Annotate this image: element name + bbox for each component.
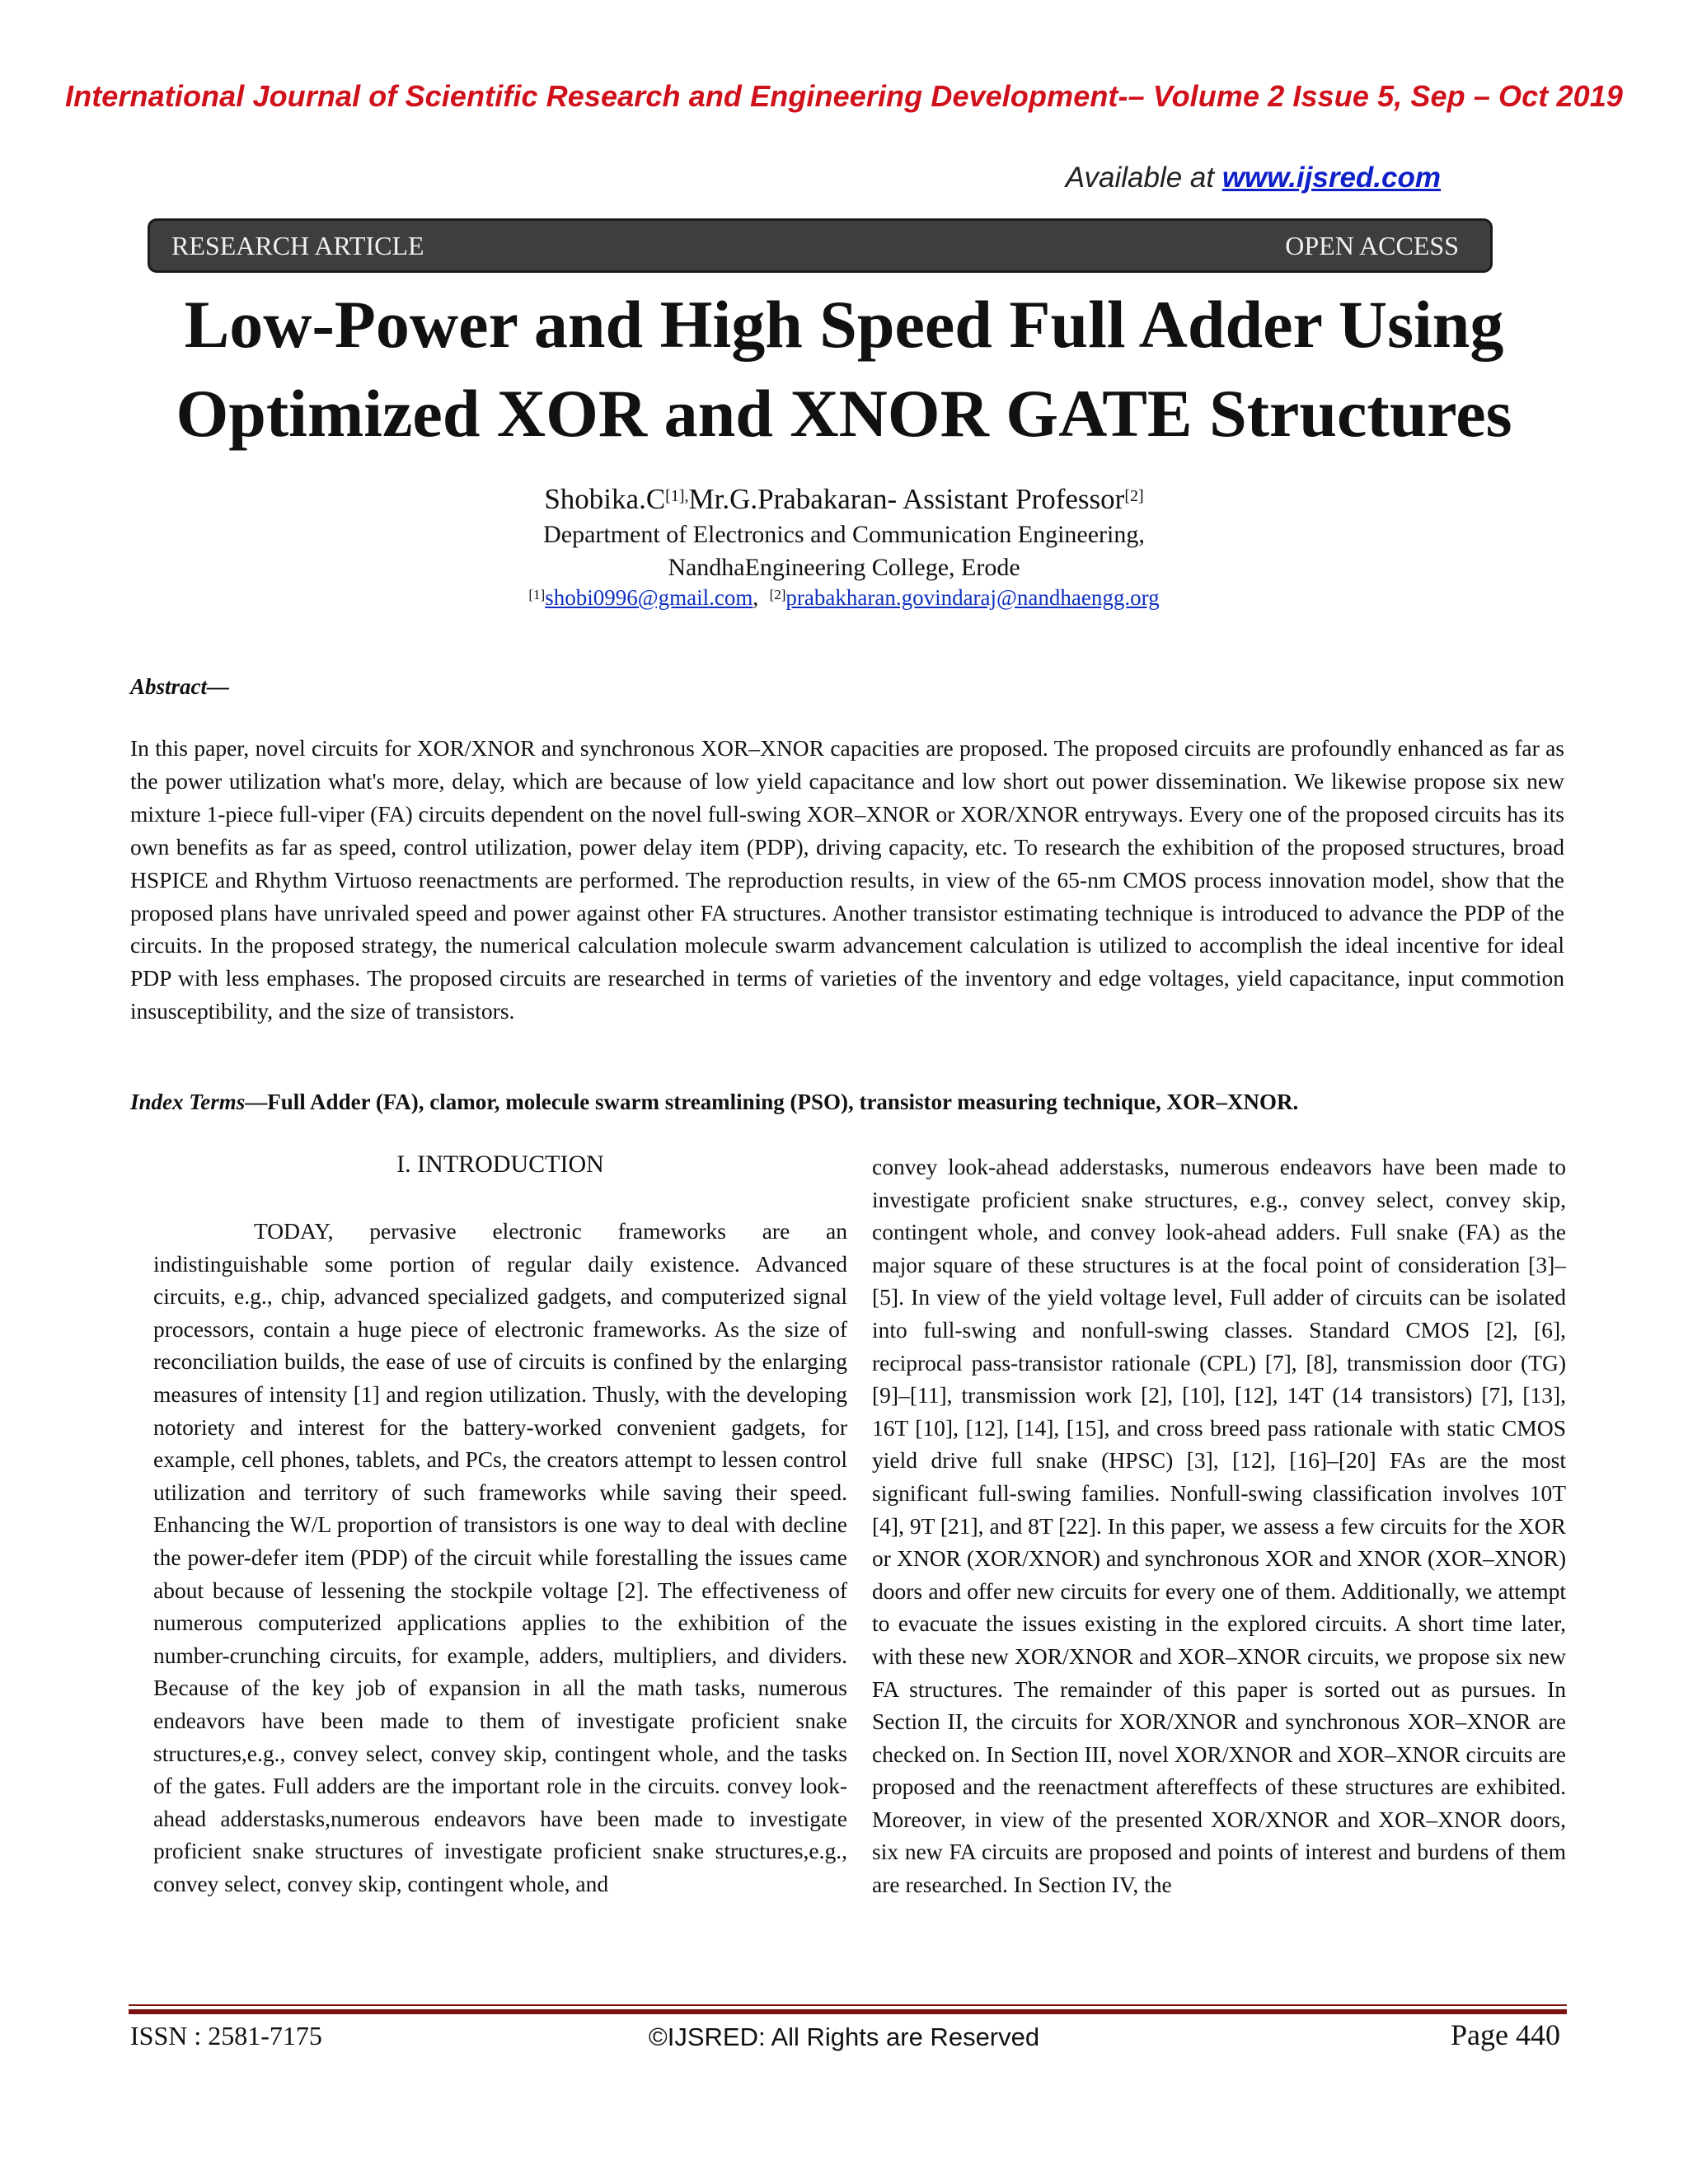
footer-issn: ISSN : 2581-7175 [130, 2021, 322, 2050]
footer-page-number: Page 440 [1451, 2018, 1560, 2051]
footer-copyright: ©IJSRED: All Rights are Reserved [648, 2022, 1040, 2051]
research-article-label: RESEARCH ARTICLE [171, 230, 424, 260]
author-1: Shobika.C [544, 483, 666, 515]
email-2-link[interactable]: prabakharan.govindaraj@nandhaengg.org [785, 585, 1160, 610]
introduction-heading: I. INTRODUCTION [396, 1151, 604, 1178]
email-1-ref: [1] [528, 587, 546, 602]
college-line: NandhaEngineering College, Erode [668, 554, 1020, 581]
author-line [0, 483, 1688, 516]
author-2: Mr.G.Prabakaran- Assistant Professor [688, 483, 1125, 515]
index-terms-label: Index Terms [130, 1090, 246, 1114]
author-1-ref: [1], [665, 487, 689, 505]
footer-divider-thin [129, 2004, 1567, 2006]
paper-title-line-1: Low-Power and High Speed Full Adder Using [184, 287, 1504, 362]
paper-title-line-2: Optimized XOR and XNOR GATE Structures [176, 376, 1512, 451]
email-separator: , [753, 585, 770, 610]
department-line: Department of Electronics and Communication Engineering, [543, 521, 1145, 548]
availability-line [1066, 162, 1441, 194]
journal-header: International Journal of Scientific Research and Engineering Development-– Volume 2 Issue 5, Sep – Oct 2019 [65, 79, 1623, 113]
paper-title [0, 280, 1688, 458]
introduction-left-column: TODAY, pervasive electronic frameworks are an indistinguishable some portion of regular daily existence. Advanced circuits, e.g., chip, advanced specialized gadgets, and computerized signal processors, contain a huge piece of electronic frameworks. As the size of reconciliation builds, the ease of use of circuits is confined by the enlarging measures of intensity [1] and region utilization. Thusly, with the developing notoriety and interest for the battery-worked convenient gadgets, for example, cell phones, tablets, and PCs, the creators attempt to lessen control utilization and territory of such frameworks while saving their speed. Enhancing the W/L proportion of transistors is one way to deal with decline the power-defer item (PDP) of the circuit while forestalling the issues came about because of lessening the stockpile voltage [2]. The effectiveness of numerous computerized applications applies to the exhibition of the number-crunching circuits, for example, adders, multipliers, and dividers. Because of the key job of expansion in all the math tasks, numerous endeavors have been made to them of investigate proficient snake structures,e.g., convey select, convey skip, contingent whole, and the tasks of the gates. Full adders are the important role in the circuits. convey look-ahead adderstasks,numerous endeavors have been made to investigate proficient snake structures of investigate proficient snake structures,e.g., convey select, convey skip, contingent whole, and [153, 1218, 847, 1896]
footer-divider-thick [129, 2009, 1567, 2014]
email-line [0, 583, 1688, 612]
introduction-right-column: convey look-ahead adderstasks, numerous endeavors have been made to investigate proficient snake structures, e.g., convey select, convey skip, contingent whole, and convey look-ahead adders. Full snake (FA) as the major square of these structures is at the focal point of consideration [3]–[5]. In view of the yield voltage level, Full adder of circuits can be isolated into full-swing and nonfull-swing classes. Standard CMOS [2], [6], reciprocal pass-transistor rationale (CPL) [7], [8], transmission door (TG) [9]–[11], transmission work [2], [10], [12], 14T (14 transistors) [7], [13], 16T [10], [12], [14], [15], and cross breed pass rationale with static CMOS yield drive full snake (HPSC) [3], [12], [16]–[20] FAs are the most significant full-swing families. Nonfull-swing classification involves 10T [4], 9T [21], and 8T [22]. In this paper, we assess a few circuits for the XOR or XNOR (XOR/XNOR) and synchronous XOR and XNOR (XOR–XNOR) doors and offer new circuits for every one of them. Additionally, we attempt to evacuate the issues existing in the explored circuits. A short time later, with these new XOR/XNOR and XOR–XNOR circuits, we propose six new FA structures. The remainder of this paper is sorted out as pursues. In Section II, the circuits for XOR/XNOR and synchronous XOR–XNOR are checked on. In Section III, novel XOR/XNOR and XOR–XNOR circuits are proposed and the reenactment aftereffects of these structures are exhibited. Moreover, in view of the presented XOR/XNOR and XOR–XNOR doors, six new FA circuits are proposed and points of interest and burdens of them are researched. In Section IV, the [872, 1154, 1566, 1898]
abstract-body: In this paper, novel circuits for XOR/XNOR and synchronous XOR–XNOR capacities are proposed. The proposed circuits are profoundly enhanced as far as the power utilization what's more, delay, which are because of low yield capacitance and low short out power dissemination. We likewise propose six new mixture 1-piece full-viper (FA) circuits dependent on the novel full-swing XOR–XNOR or XOR/XNOR entryways. Every one of the proposed circuits has its own benefits as far as speed, control utilization, power delay item (PDP), driving capacity, etc. To research the exhibition of the proposed structures, broad HSPICE and Rhythm Virtuoso reenactments are performed. The reproduction results, in view of the 65-nm CMOS process innovation model, show that the proposed plans have unrivaled speed and power against other FA structures. Another transistor estimating technique is introduced to advance the PDP of the circuits. In the proposed strategy, the numerical calculation molecule swarm advancement calculation is utilized to accomplish the ideal incentive for ideal PDP with less emphases. The proposed circuits are researched in terms of varieties of the inventory and edge voltages, yield capacitance, input commotion insusceptibility, and the size of transistors. [130, 735, 1564, 1024]
email-2-ref: [2] [769, 587, 786, 602]
email-1-link[interactable]: shobi0996@gmail.com [545, 585, 753, 610]
available-prefix: Available at [1065, 162, 1222, 194]
journal-website-link[interactable]: www.ijsred.com [1221, 162, 1441, 194]
open-access-label: OPEN ACCESS [1285, 230, 1459, 260]
index-terms-text: —Full Adder (FA), clamor, molecule swarm streamlining (PSO), transistor measuring technique, XOR–XNOR. [245, 1090, 1299, 1114]
index-terms [130, 1090, 1564, 1115]
abstract-heading: Abstract— [130, 674, 230, 699]
author-2-ref: [2] [1124, 487, 1144, 505]
article-type-banner [150, 221, 1490, 270]
